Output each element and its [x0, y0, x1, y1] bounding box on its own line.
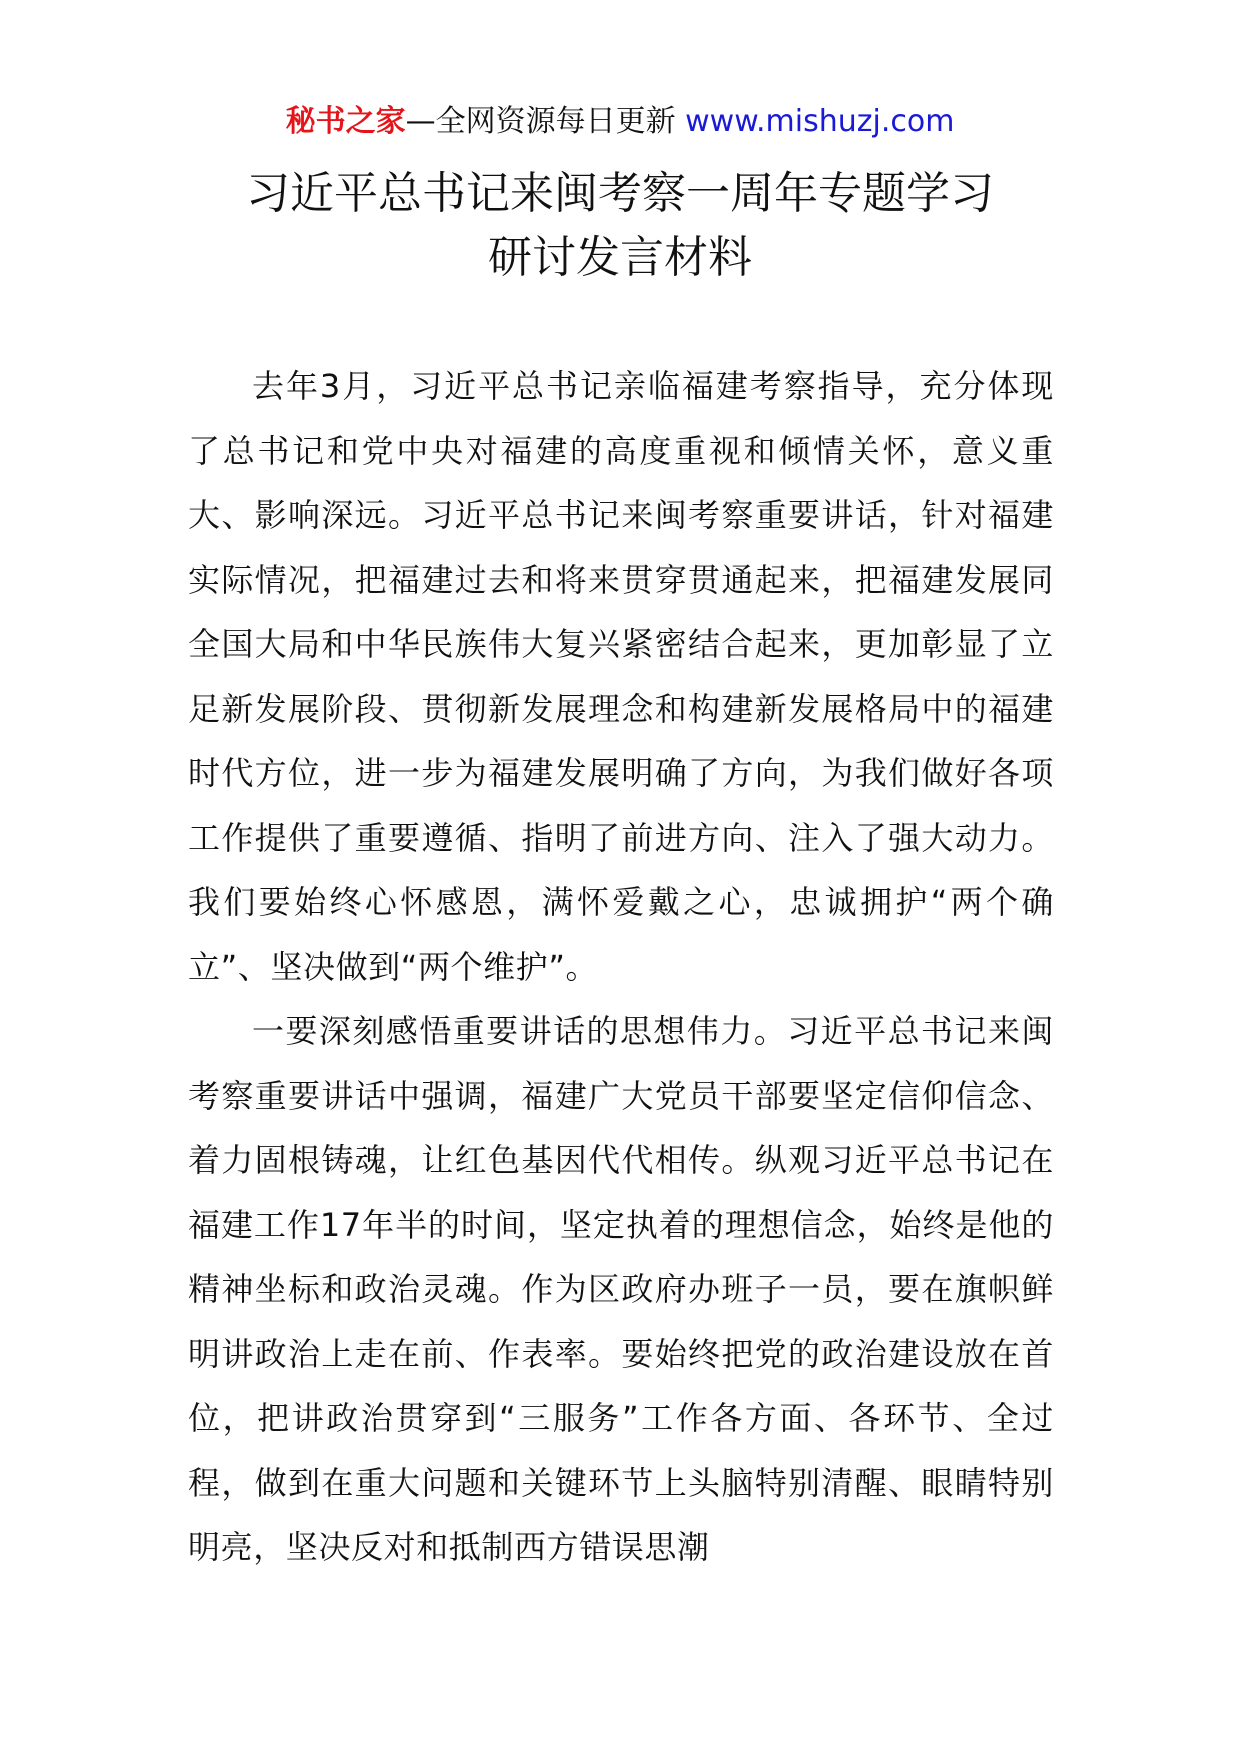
document-body: [188, 354, 1054, 1580]
paragraph-point-one: 一要深刻感悟重要讲话的思想伟力。习近平总书记来闽考察重要讲话中强调，福建广大党员干部要坚定信仰信念、着力固根铸魂，让红色基因代代相传。纵观习近平总书记在福建工作17年半的时间，坚定执着的理想信念，始终是他的精神坐标和政治灵魂。作为区政府办班子一员，要在旗帜鲜明讲政治上走在前、作表率。要始终把党的政治建设放在首位，把讲政治贯穿到“三服务”工作各方面、各环节、全过程，做到在重大问题和关键环节上头脑特别清醒、眼睛特别明亮，坚决反对和抵制西方错误思潮: [188, 1012, 1054, 1566]
document-title: [0, 162, 1240, 290]
paragraph-intro: 去年3月，习近平总书记亲临福建考察指导，充分体现了总书记和党中央对福建的高度重视和倾情关怀，意义重大、影响深远。习近平总书记来闽考察重要讲话，针对福建实际情况，把福建过去和将来贯穿贯通起来，把福建发展同全国大局和中华民族伟大复兴紧密结合起来，更加彰显了立足新发展阶段、贯彻新发展理念和构建新发展格局中的福建时代方位，进一步为福建发展明确了方向，为我们做好各项工作提供了重要遵循、指明了前进方向、注入了强大动力。我们要始终心怀感恩，满怀爱戴之心，忠诚拥护“两个确立”、坚决做到“两个维护”。: [188, 367, 1054, 986]
site-header: [0, 100, 1240, 144]
brand-name: 秘书之家: [285, 104, 406, 139]
title-line-2: 研讨发言材料: [488, 232, 752, 283]
title-line-1: 习近平总书记来闽考察一周年专题学习: [246, 168, 994, 219]
header-slogan: —全网资源每日更新: [405, 104, 676, 139]
site-url-link[interactable]: www.mishuzj.com: [685, 104, 955, 139]
